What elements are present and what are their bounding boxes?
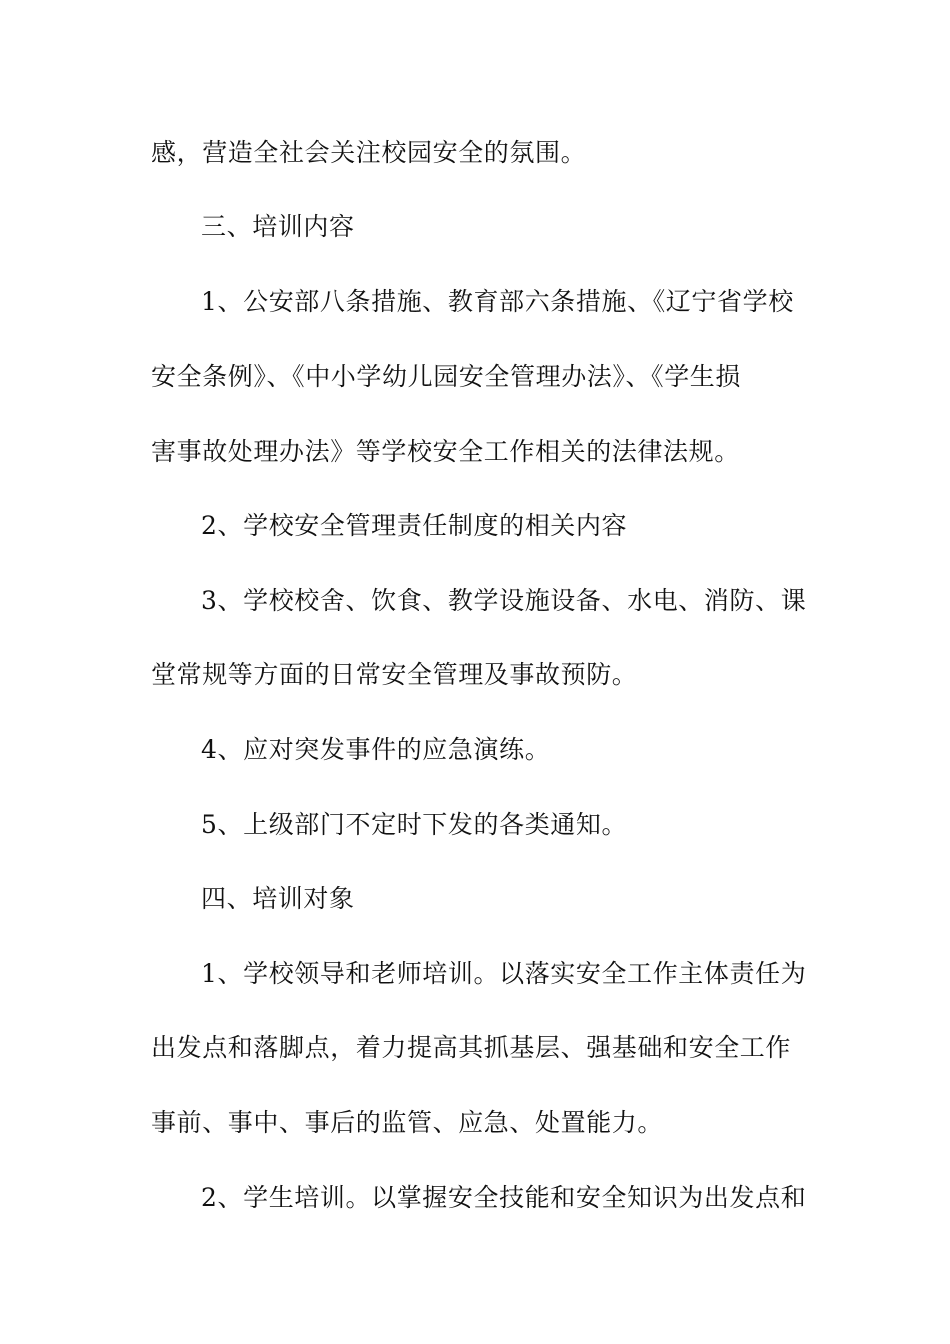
paragraph-line: 5、上级部门不定时下发的各类通知。 — [201, 810, 628, 839]
paragraph-line: 安全条例》、《中小学幼儿园安全管理办法》、《学生损 — [151, 362, 742, 391]
paragraph-line: 事前、事中、事后的监管、应急、处置能力。 — [151, 1108, 664, 1137]
paragraph-line: 感，营造全社会关注校园安全的氛围。 — [151, 138, 587, 167]
paragraph-line: 害事故处理办法》等学校安全工作相关的法律法规。 — [151, 437, 740, 466]
section-heading: 三、培训内容 — [201, 212, 355, 241]
paragraph-line: 2、学生培训。以掌握安全技能和安全知识为出发点和 — [201, 1183, 807, 1212]
paragraph-line: 4、应对突发事件的应急演练。 — [201, 735, 551, 764]
section-heading: 四、培训对象 — [201, 884, 355, 913]
paragraph-line: 堂常规等方面的日常安全管理及事故预防。 — [151, 660, 638, 689]
paragraph-line: 1、公安部八条措施、教育部六条措施、《辽宁省学校 — [201, 287, 794, 316]
paragraph-line: 1、学校领导和老师培训。以落实安全工作主体责任为 — [201, 959, 807, 988]
paragraph-line: 2、学校安全管理责任制度的相关内容 — [201, 511, 628, 540]
paragraph-line: 出发点和落脚点，着力提高其抓基层、强基础和安全工作 — [151, 1033, 792, 1062]
paragraph-line: 3、学校校舍、饮食、教学设施设备、水电、消防、课 — [201, 586, 807, 615]
